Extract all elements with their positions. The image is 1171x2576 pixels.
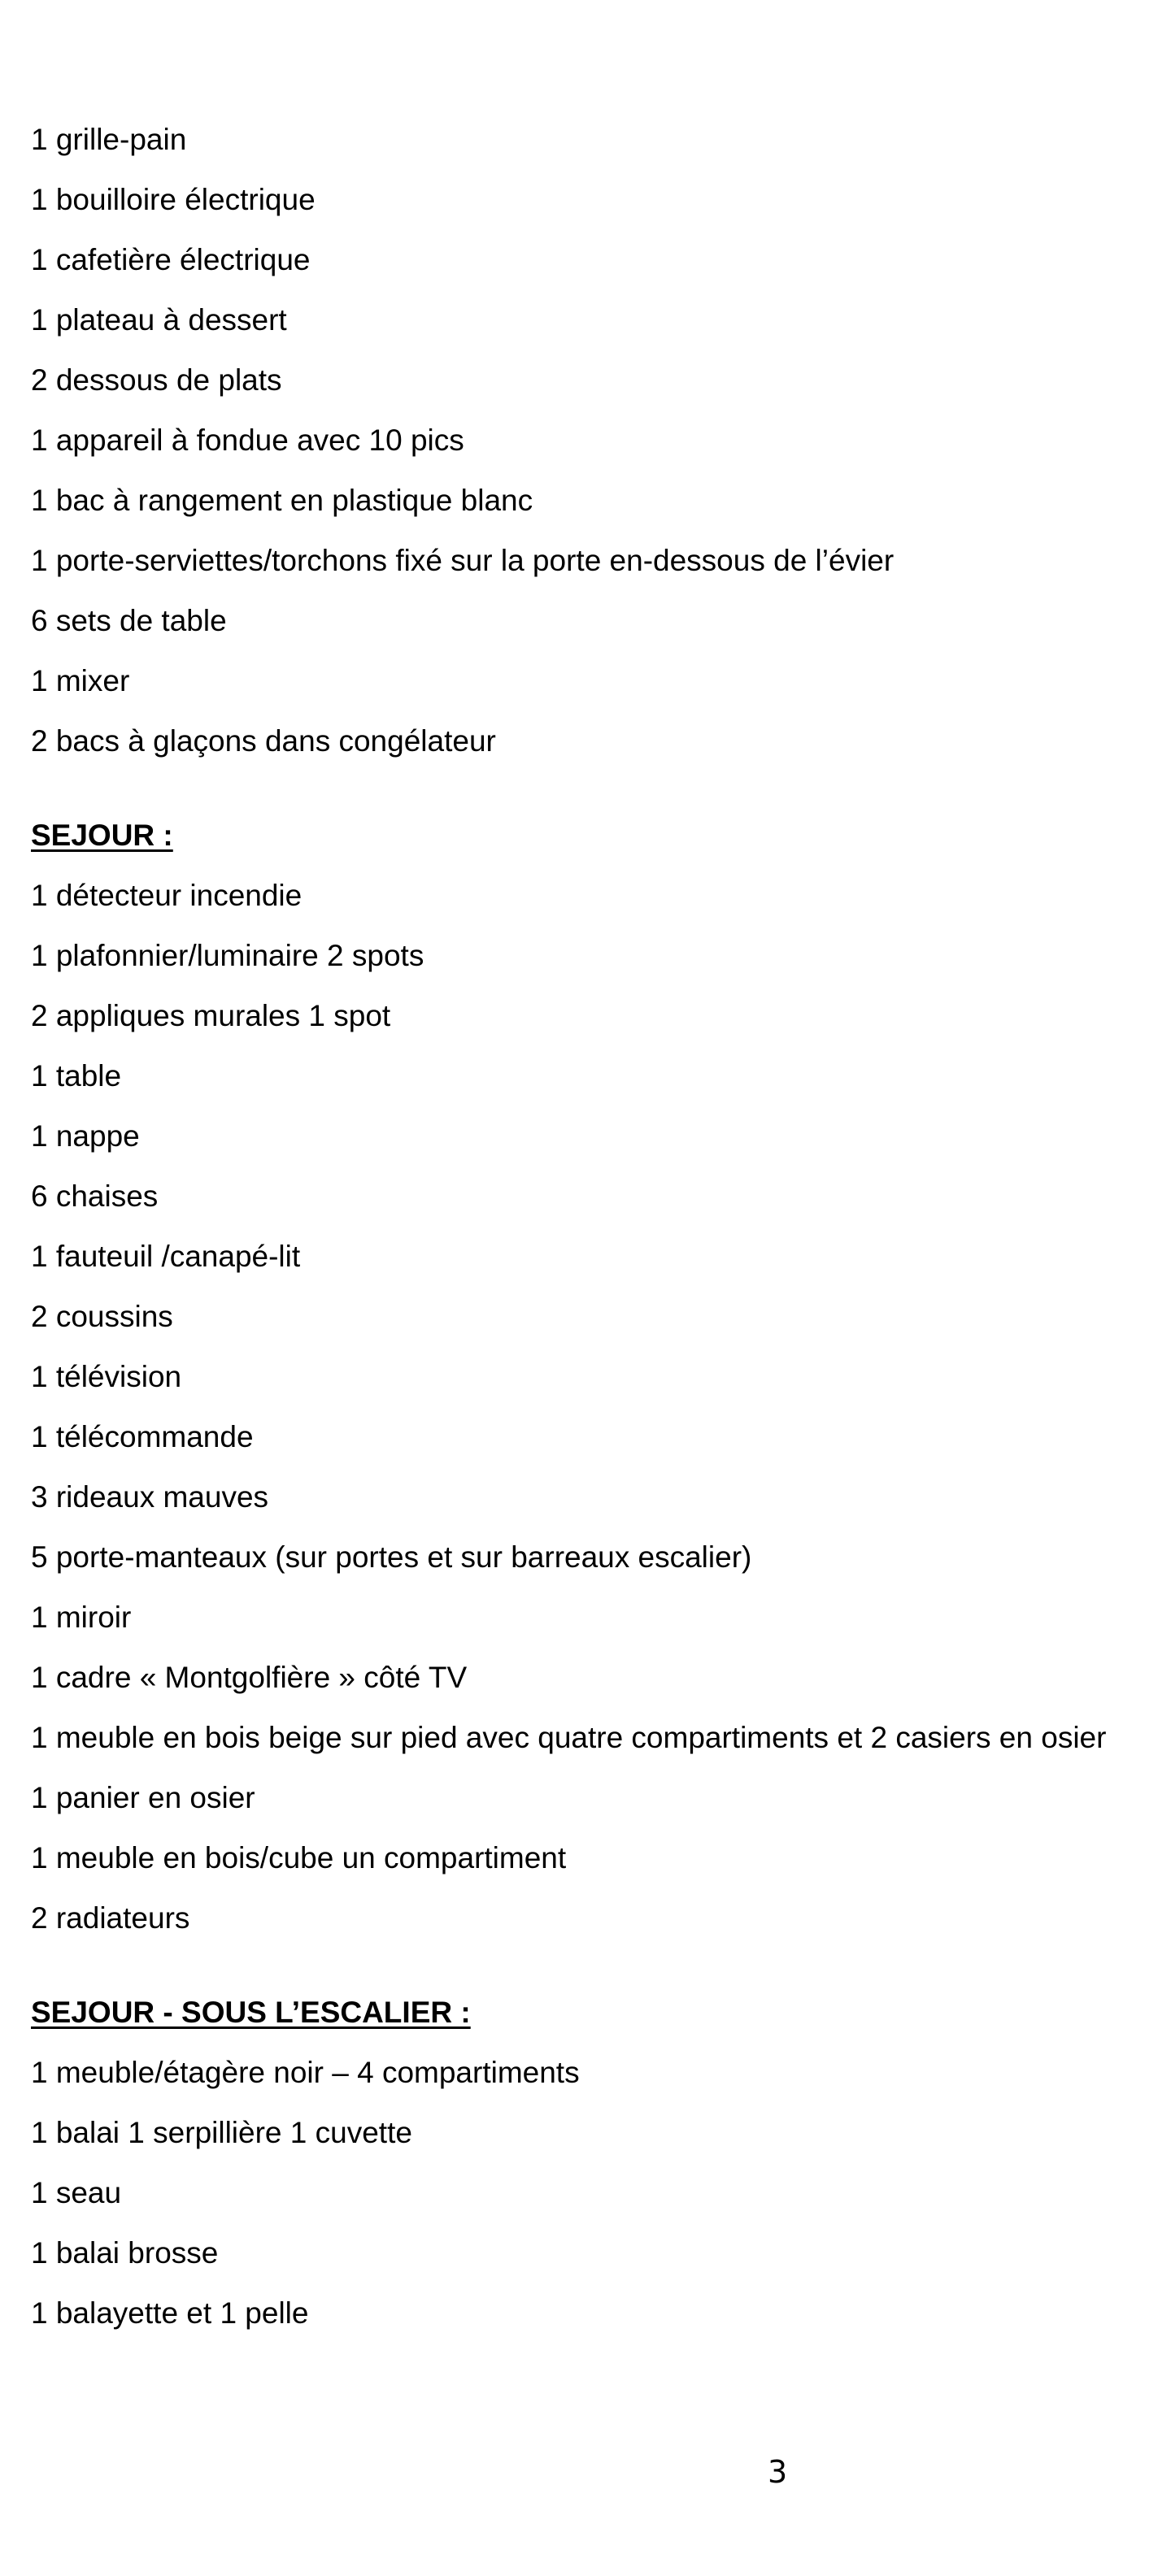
list-item: 1 cadre « Montgolfière » côté TV	[31, 1661, 468, 1694]
list-item: 1 balayette et 1 pelle	[31, 2296, 309, 2330]
list-item: 1 télévision	[31, 1360, 182, 1393]
list-item: 1 meuble/étagère noir – 4 compartiments	[31, 2056, 580, 2089]
list-item: 1 seau	[31, 2176, 122, 2209]
list-item: 1 mixer	[31, 664, 130, 697]
list-item: 2 appliques murales 1 spot	[31, 999, 391, 1032]
list-item: 2 dessous de plats	[31, 363, 282, 397]
page-number: 3	[768, 2454, 788, 2490]
list-item: 1 table	[31, 1059, 122, 1093]
list-item: 1 cafetière électrique	[31, 243, 311, 276]
list-item: 2 bacs à glaçons dans congélateur	[31, 724, 496, 758]
list-item: 1 appareil à fondue avec 10 pics	[31, 424, 464, 457]
list-item: 1 télécommande	[31, 1420, 254, 1453]
list-item: 1 plafonnier/luminaire 2 spots	[31, 939, 424, 972]
list-item: 1 nappe	[31, 1119, 140, 1153]
sejour-escalier-section	[31, 1995, 1153, 2331]
list-item: 1 détecteur incendie	[31, 879, 303, 912]
list-item: 2 radiateurs	[31, 1901, 190, 1935]
list-item: 1 meuble en bois beige sur pied avec quatre compartiments et 2 casiers en osier	[31, 1721, 1107, 1754]
list-item: 3 rideaux mauves	[31, 1480, 269, 1514]
kitchen-list	[31, 122, 1153, 759]
list-item: 2 coussins	[31, 1300, 173, 1333]
list-item: 5 porte-manteaux (sur portes et sur barreaux escalier)	[31, 1540, 752, 1574]
list-item: 1 balai brosse	[31, 2236, 219, 2270]
list-item: 1 plateau à dessert	[31, 303, 287, 337]
list-item: 6 chaises	[31, 1179, 159, 1213]
list-item: 6 sets de table	[31, 604, 227, 637]
sejour-section	[31, 818, 1153, 1936]
section-heading-sejour-escalier: SEJOUR - SOUS L’ESCALIER :	[31, 1996, 471, 2029]
document-content	[31, 122, 1153, 2356]
list-item: 1 bac à rangement en plastique blanc	[31, 484, 533, 517]
list-item: 1 fauteuil /canapé-lit	[31, 1240, 301, 1273]
list-item: 1 porte-serviettes/torchons fixé sur la porte en-dessous de l’évier	[31, 544, 895, 577]
list-item: 1 miroir	[31, 1601, 132, 1634]
list-item: 1 grille-pain	[31, 123, 187, 156]
list-item: 1 balai 1 serpillière 1 cuvette	[31, 2116, 412, 2149]
list-item: 1 panier en osier	[31, 1781, 255, 1814]
section-heading-sejour: SEJOUR :	[31, 819, 173, 852]
list-item: 1 meuble en bois/cube un compartiment	[31, 1841, 567, 1874]
list-item: 1 bouilloire électrique	[31, 183, 316, 216]
